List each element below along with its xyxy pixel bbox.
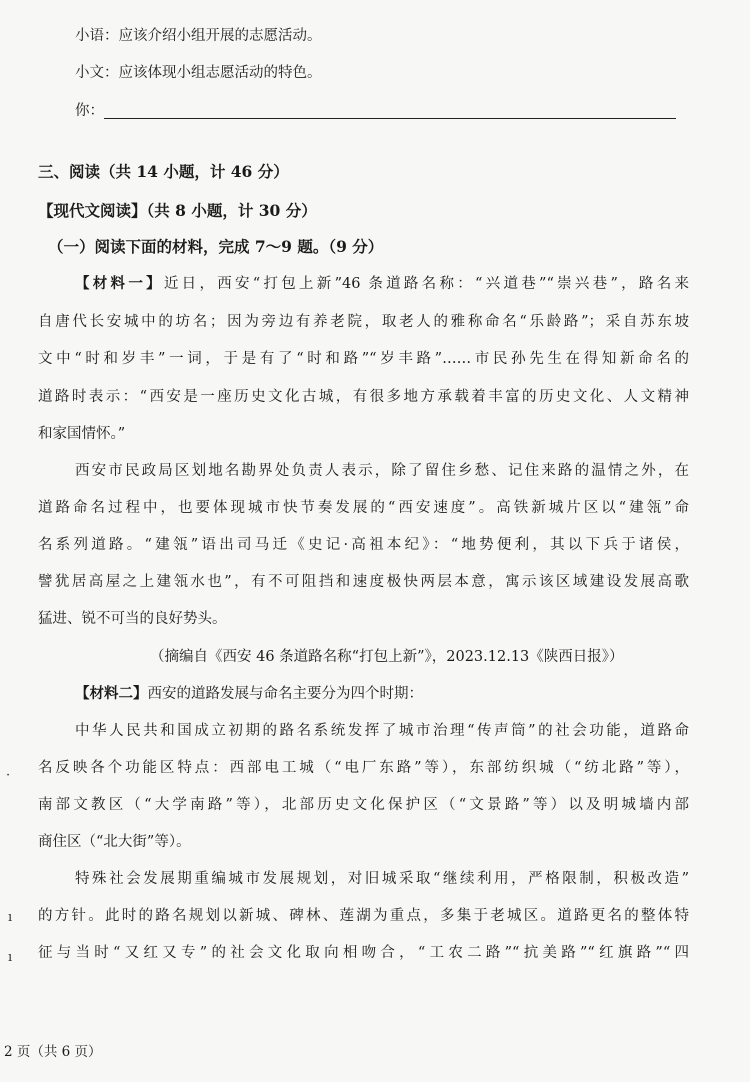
material1-p2-line-4: 譬犹居高屋之上建瓴水也”，有不可阻挡和速度极快两层本意，寓示该区域建设发展高歌 bbox=[38, 574, 689, 590]
material1-line-2: 自唐代长安城中的坊名；因为旁边有养老院，取老人的雅称命名“乐龄路”；采自苏东坡 bbox=[38, 314, 689, 330]
material1-label: 【材料一】 bbox=[75, 275, 164, 292]
material2-p1-line-3: 南部文教区（“大学南路”等），北部历史文化保护区（“文景路”等）以及明城墙内部 bbox=[38, 797, 689, 813]
material1-p2-line-5: 猛进、锐不可当的良好势头。 bbox=[38, 611, 227, 627]
margin-mark: ı bbox=[8, 910, 13, 925]
part1-title: （一）阅读下面的材料，完成 7～9 题。（9 分） bbox=[48, 237, 384, 256]
margin-mark: ı bbox=[8, 950, 13, 965]
dialogue-you-label: 你： bbox=[75, 103, 104, 119]
material1-line-1: 【材料一】近日，西安“打包上新”46 条道路名称：“兴道巷”“崇兴巷”，路名来 bbox=[75, 275, 689, 292]
material1-line-3: 文中“时和岁丰”一词，于是有了“时和路”“岁丰路”……市民孙先生在得知新命名的 bbox=[38, 351, 689, 367]
material2-p2-line-3: 征与当时“又红又专”的社会文化取向相吻合，“工农二路”“抗美路”“红旗路”“四 bbox=[38, 945, 689, 961]
material2-p1-line-1: 中华人民共和国成立初期的路名系统发挥了城市治理“传声筒”的社会功能，道路命 bbox=[75, 723, 689, 739]
material1-p2-line-2: 道路命名过程中，也要体现城市快节奏发展的“西安速度”。高铁新城片区以“建瓴”命 bbox=[38, 500, 689, 516]
page-footer: 2 页（共 6 页） bbox=[4, 1044, 102, 1060]
material2-p2-line-2: 的方针。此时的路名规划以新城、碑林、莲湖为重点，多集于老城区。道路更名的整体特 bbox=[38, 908, 689, 924]
material1-p2-line-3: 名系列道路。“建瓴”语出司马迁《史记·高祖本纪》：“地势便利，其以下兵于诸侯， bbox=[38, 537, 689, 553]
material2-p1-line-4: 商住区（“北大街”等）。 bbox=[38, 834, 191, 850]
dialogue-xiaowen: 小文：应该体现小组志愿活动的特色。 bbox=[75, 65, 322, 81]
material2-label: 【材料二】 bbox=[75, 685, 148, 702]
material1-line-4: 道路时表示：“西安是一座历史文化古城，有很多地方承载着丰富的历史文化、人文精神 bbox=[38, 389, 689, 405]
section-title: 三、阅读（共 14 小题，计 46 分） bbox=[38, 162, 289, 181]
dialogue-xiaoyu: 小语：应该介绍小组开展的志愿活动。 bbox=[75, 28, 322, 44]
material1-source: （摘编自《西安 46 条道路名称“打包上新”》，2023.12.13《陕西日报》） bbox=[150, 649, 624, 665]
margin-mark: · bbox=[6, 768, 11, 783]
answer-blank-line bbox=[104, 118, 676, 119]
material1-p2-line-1: 西安市民政局区划地名勘界处负责人表示，除了留住乡愁、记住来路的温情之外，在 bbox=[75, 463, 689, 479]
material2-intro-line: 【材料二】西安的道路发展与命名主要分为四个时期： bbox=[75, 685, 423, 702]
material1-line-5: 和家国情怀。” bbox=[38, 426, 126, 442]
modern-reading-title: 【现代文阅读】（共 8 小题，计 30 分） bbox=[38, 201, 317, 220]
material2-p2-line-1: 特殊社会发展期重编城市发展规划，对旧城采取“继续利用，严格限制，积极改造” bbox=[75, 871, 689, 887]
material2-p1-line-2: 名反映各个功能区特点：西部电工城（“电厂东路”等），东部纺织城（“纺北路”等）， bbox=[38, 760, 689, 776]
